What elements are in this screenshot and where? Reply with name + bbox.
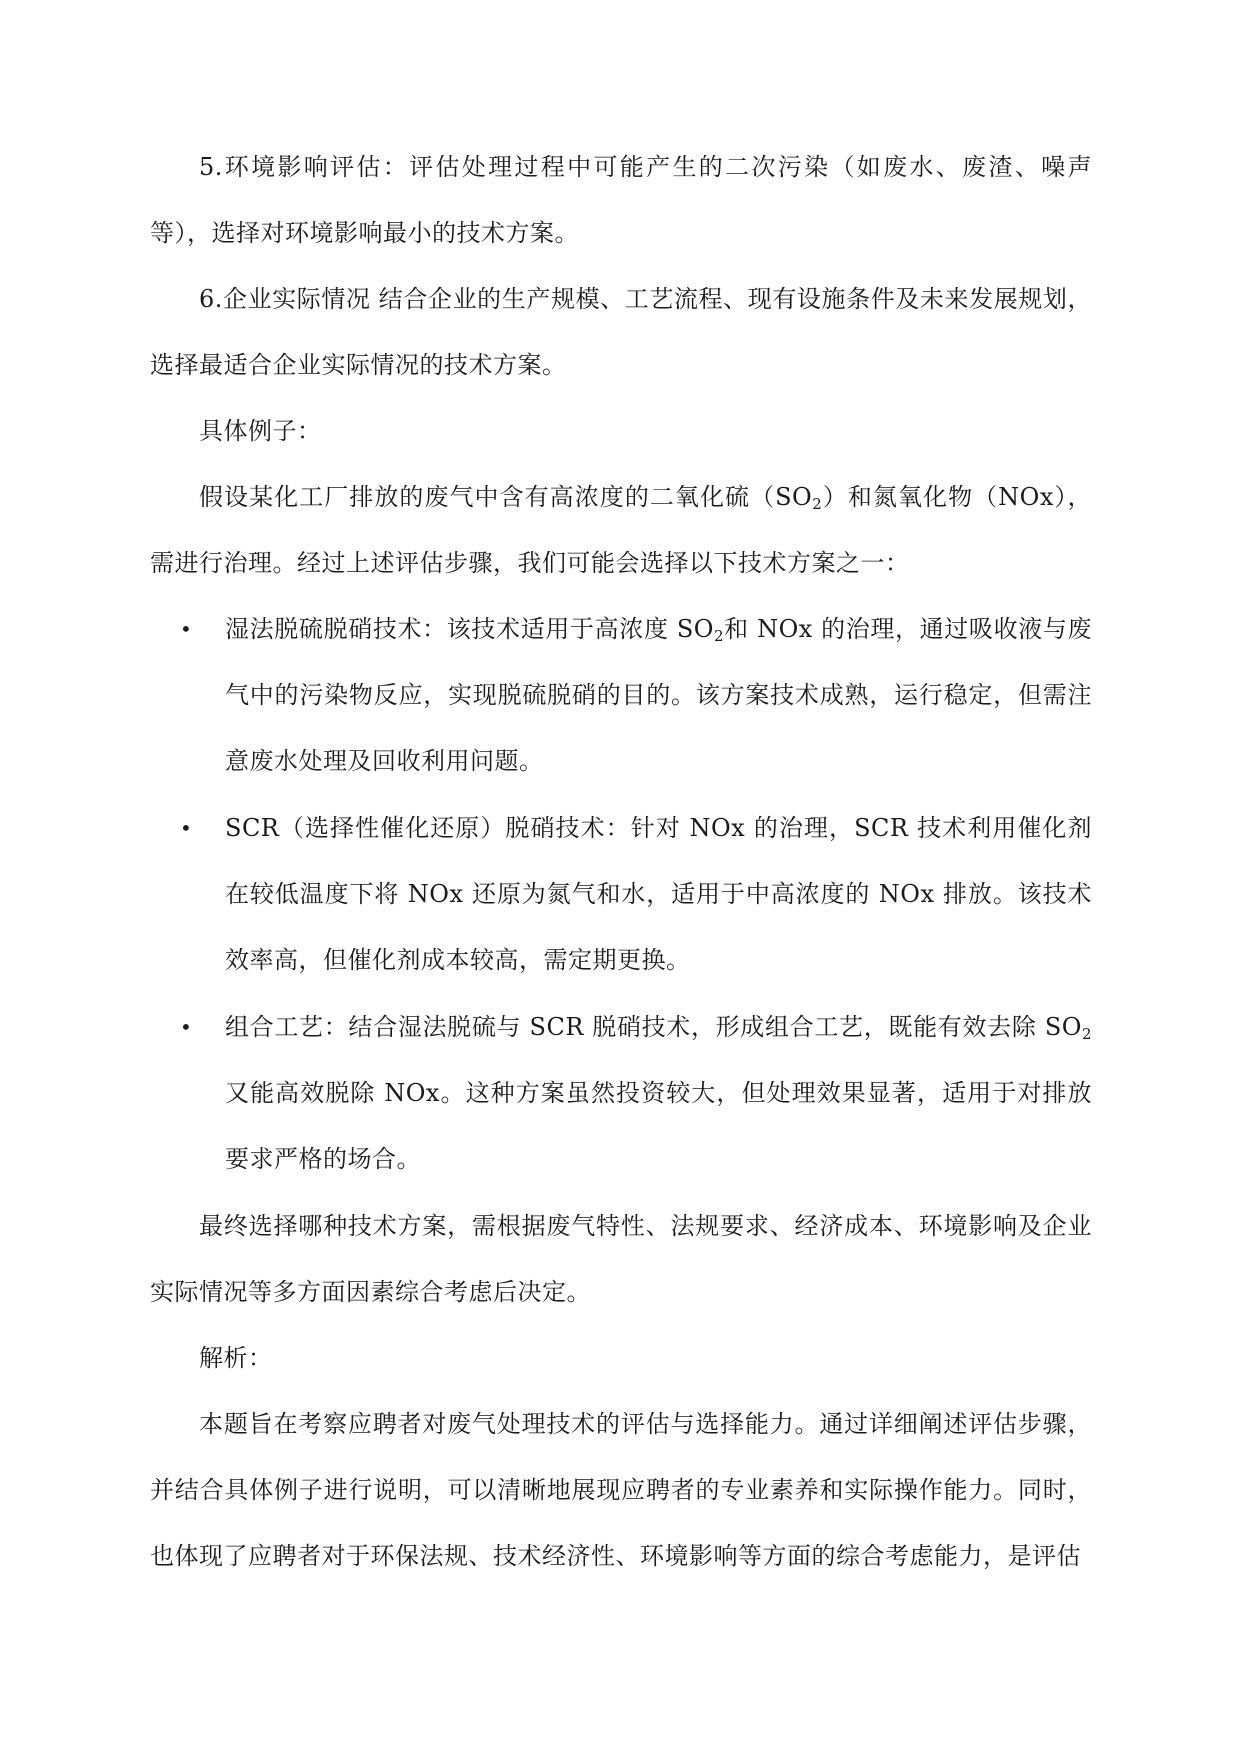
- bullet-item-scr: SCR（选择性催化还原）脱硝技术：针对 NOx 的治理，SCR 技术利用催化剂在较低温度下将 NOx 还原为氮气和水，适用于中高浓度的 NOx 排放。该技术效率高，但催化剂成本较高，需定期更换。: [225, 814, 1092, 974]
- bullet-dot-2: •: [180, 816, 192, 840]
- bullet-item-wet-desulfurization: 湿法脱硫脱硝技术：该技术适用于高浓度 $SO_2$和 NOx 的治理，通过吸收液与废气中的污染物反应，实现脱硫脱硝的目的。该方案技术成熟，运行稳定，但需注意废水处理及回收利用问题。: [225, 615, 1093, 775]
- paragraph-conclusion: 最终选择哪种技术方案，需根据废气特性、法规要求、经济成本、环境影响及企业实际情况等多方面因素综合考虑后决定。: [150, 1212, 1092, 1306]
- paragraph-example-intro: 假设某化工厂排放的废气中含有高浓度的二氧化硫$(SO_2)$和氮氧化物（NOx），需进行治理。经过上述评估步骤，我们可能会选择以下技术方案之一：: [150, 483, 1092, 577]
- bullet-dot-1: •: [180, 617, 192, 641]
- paragraph-environmental-impact: 5.环境影响评估：评估处理过程中可能产生的二次污染（如废水、废渣、噪声等），选择对环境影响最小的技术方案。: [150, 153, 1092, 247]
- bullet-item-combined-process: 组合工艺：结合湿法脱硫与 SCR 脱硝技术，形成组合工艺，既能有效去除 $SO_2$又能高效脱除 NOx。这种方案虽然投资较大，但处理效果显著，适用于对排放要求严格的场合。: [225, 1013, 1092, 1173]
- paragraph-enterprise-situation: 6.企业实际情况 结合企业的生产规模、工艺流程、现有设施条件及未来发展规划，选择最适合企业实际情况的技术方案。: [150, 285, 1092, 379]
- example-heading: 具体例子：: [199, 417, 322, 445]
- analysis-heading: 解析：: [199, 1344, 273, 1372]
- paragraph-analysis: 本题旨在考察应聘者对废气处理技术的评估与选择能力。通过详细阐述评估步骤，并结合具体例子进行说明，可以清晰地展现应聘者的专业素养和实际操作能力。同时，也体现了应聘者对于环保法规、技术经济性、环境影响等方面的综合考虑能力，是评估: [150, 1410, 1092, 1570]
- bullet-dot-3: •: [180, 1015, 192, 1039]
